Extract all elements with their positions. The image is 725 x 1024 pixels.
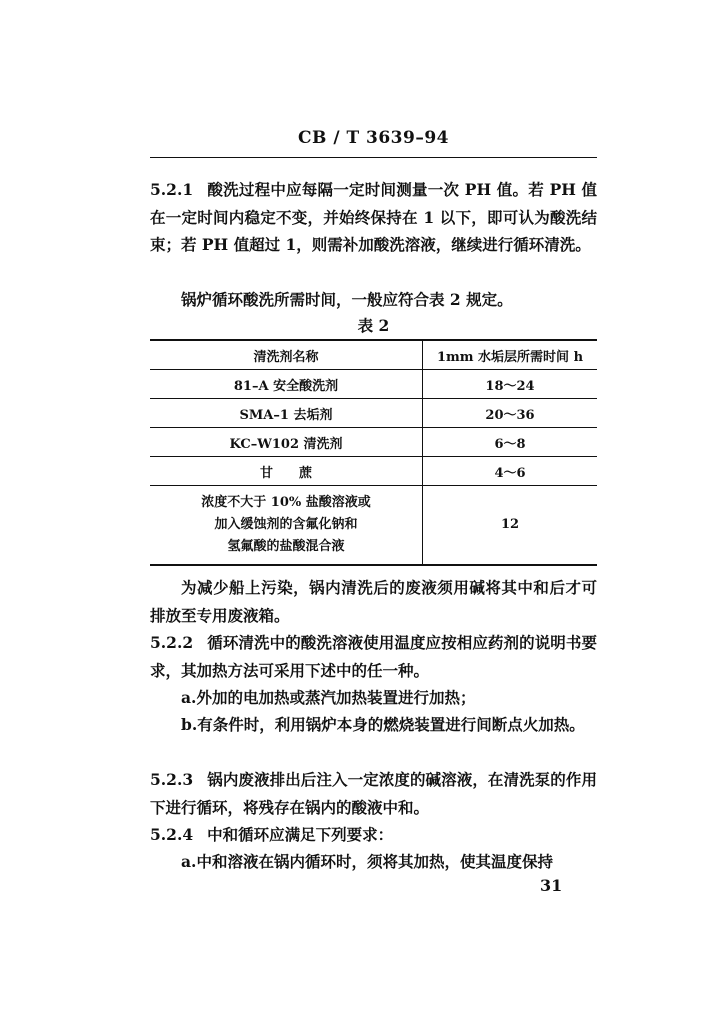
table-row bbox=[150, 399, 597, 428]
clause-number: 5.2.2 bbox=[150, 633, 194, 652]
paragraph-table-ref: 锅炉循环酸洗所需时间，一般应符合表 2 规定。 bbox=[181, 290, 513, 309]
clause-text: 酸洗过程中应每隔一定时间测量一次 PH 值。若 PH 值在一定时间内稳定不变，并始终保持在 1 以下，即可认为酸洗结束；若 PH 值超过 1，则需补加酸洗溶液，继续进行循环清洗。 bbox=[150, 180, 597, 254]
list-item-b: b.有条件时，利用锅炉本身的燃烧装置进行间断点火加热。 bbox=[181, 715, 585, 734]
agent-name-multiline bbox=[150, 486, 423, 566]
table-row bbox=[150, 428, 597, 457]
clause-5-2-4 bbox=[150, 821, 597, 849]
paragraph-waste-liquid: 为减少船上污染，锅内清洗后的废液须用碱将其中和后才可排放至专用废液箱。 bbox=[150, 578, 597, 625]
document-header: CB / T 3639–94 bbox=[298, 128, 449, 148]
cleaning-agent-table bbox=[150, 339, 597, 566]
agent-name-line: 浓度不大于 10% 盐酸溶液或 bbox=[201, 495, 371, 510]
agent-name: KC–W102 清洗剂 bbox=[150, 428, 423, 457]
agent-name-line: 氢氟酸的盐酸混合液 bbox=[227, 539, 345, 554]
column-header-agent: 清洗剂名称 bbox=[150, 340, 423, 370]
time-value: 20～36 bbox=[423, 399, 598, 428]
clause-number: 5.2.3 bbox=[150, 770, 194, 789]
clause-number: 5.2.1 bbox=[150, 180, 194, 199]
clause-number: 5.2.4 bbox=[150, 825, 194, 844]
agent-name: 81–A 安全酸洗剂 bbox=[150, 370, 423, 399]
time-value: 4～6 bbox=[423, 457, 598, 486]
agent-name: SMA–1 去垢剂 bbox=[150, 399, 423, 428]
page-number: 31 bbox=[540, 876, 563, 895]
agent-name: 甘 蔗 bbox=[150, 457, 423, 486]
table-title: 表 2 bbox=[357, 316, 390, 335]
table-header-row bbox=[150, 340, 597, 370]
agent-name-line: 加入缓蚀剂的含氟化钠和 bbox=[214, 517, 358, 532]
list-item-a: a.中和溶液在锅内循环时，须将其加热，使其温度保持 bbox=[181, 852, 553, 871]
clause-text: 中和循环应满足下列要求： bbox=[207, 825, 394, 844]
list-item-a: a.外加的电加热或蒸汽加热装置进行加热； bbox=[181, 688, 476, 707]
clause-5-2-2 bbox=[150, 629, 597, 684]
clause-text: 循环清洗中的酸洗溶液使用温度应按相应药剂的说明书要求，其加热方法可采用下述中的任一种。 bbox=[150, 633, 597, 680]
table-row bbox=[150, 457, 597, 486]
column-header-time: 1mm 水垢层所需时间 h bbox=[423, 340, 598, 370]
clause-text: 锅内废液排出后注入一定浓度的碱溶液，在清洗泵的作用下进行循环，将残存在锅内的酸液中和。 bbox=[150, 770, 597, 817]
time-value: 6～8 bbox=[423, 428, 598, 457]
time-value: 12 bbox=[423, 486, 598, 566]
clause-5-2-3 bbox=[150, 766, 597, 821]
table-row bbox=[150, 370, 597, 399]
header-rule bbox=[150, 157, 597, 158]
time-value: 18～24 bbox=[423, 370, 598, 399]
table-row bbox=[150, 486, 597, 566]
clause-5-2-1 bbox=[150, 176, 597, 259]
